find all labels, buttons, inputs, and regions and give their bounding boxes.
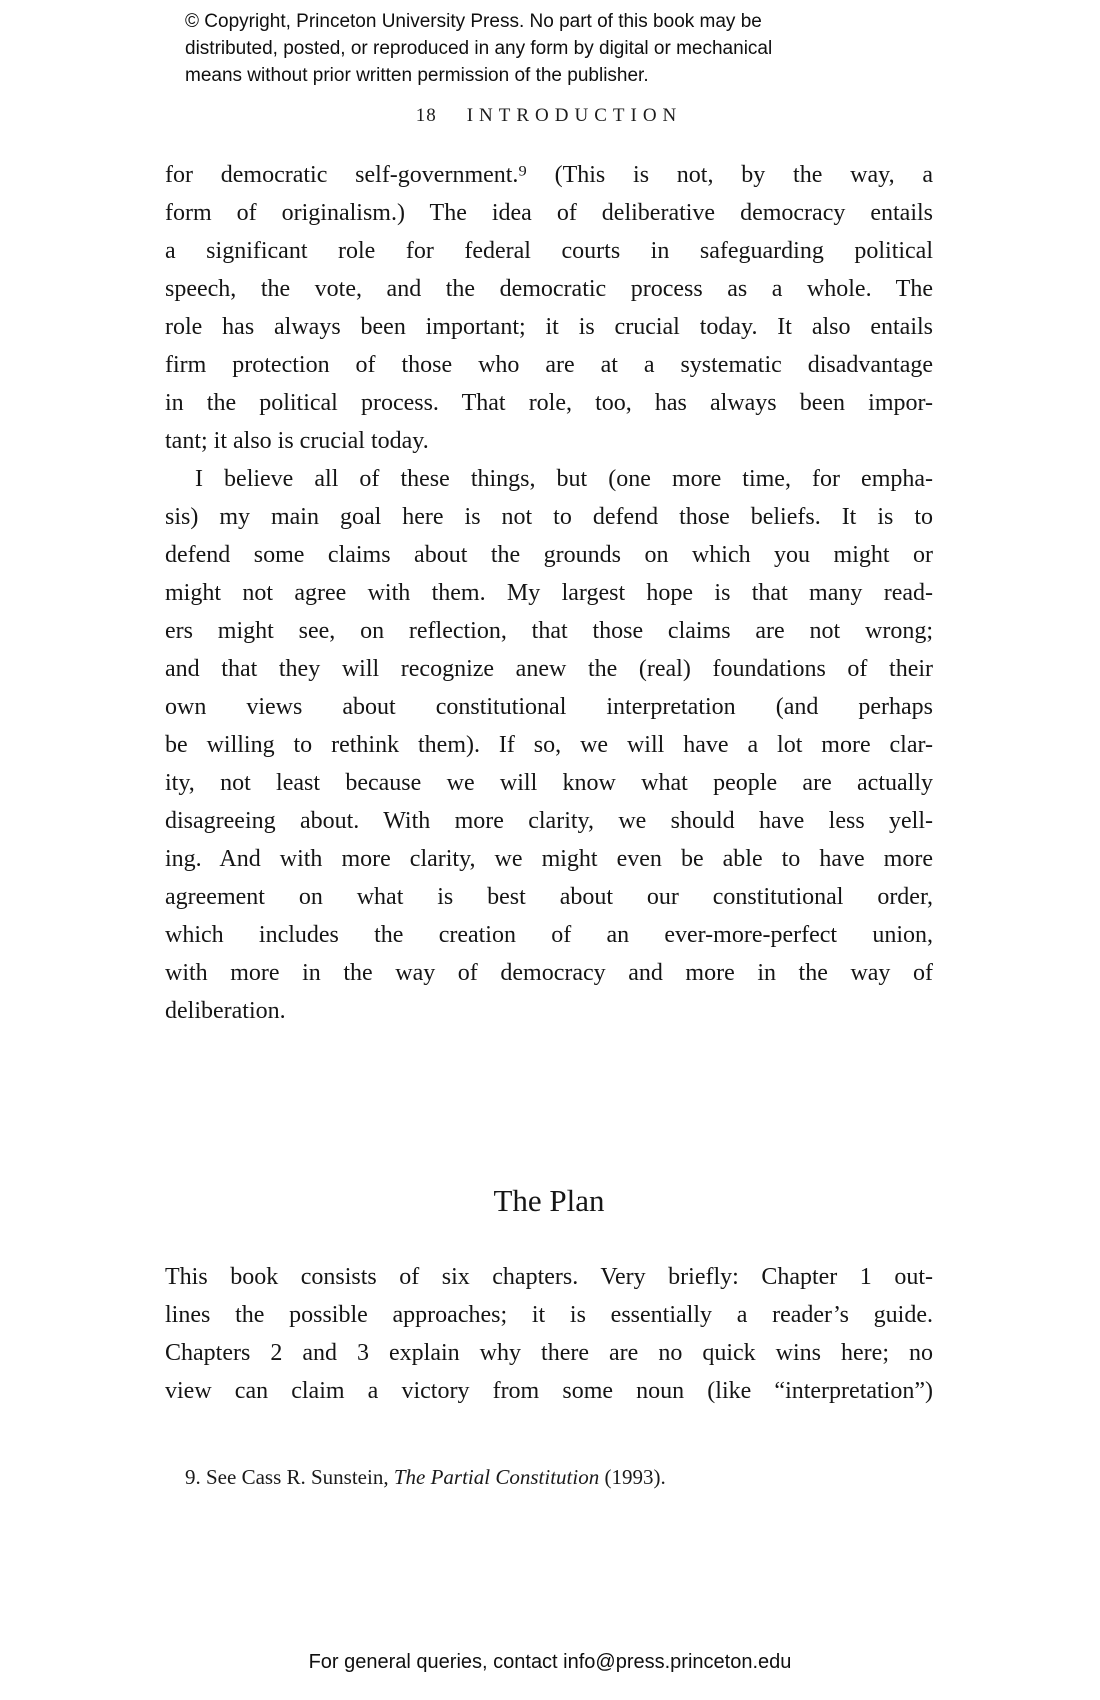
section-heading-the-plan: The Plan — [493, 1183, 605, 1218]
footer-contact: For general queries, contact info@press.princeton.edu — [308, 1651, 792, 1673]
text-line: which includes the creation of an ever-more-perfect union, — [165, 922, 933, 948]
page-number: 18 — [415, 105, 437, 126]
text-line: means without prior written permission of the publisher. — [185, 65, 649, 86]
text-line: a significant role for federal courts in safeguarding political — [165, 238, 933, 264]
paragraph-democratic-self-government — [165, 156, 933, 460]
text-line: role has always been important; it is crucial today. It also entails — [165, 314, 933, 340]
text-line: view can claim a victory from some noun (like “interpretation”) — [165, 1378, 933, 1404]
text-line: I believe all of these things, but (one more time, for empha- — [195, 466, 933, 492]
text-line: be willing to rethink them). If so, we will have a lot more clar- — [165, 732, 933, 758]
text-line: in the political process. That role, too, has always been impor- — [165, 390, 933, 416]
text-line: lines the possible approaches; it is essentially a reader’s guide. — [165, 1302, 933, 1328]
paragraph-the-plan-body — [165, 1258, 933, 1410]
text-line: distributed, posted, or reproduced in any form by digital or mechanical — [185, 38, 773, 59]
footnote-text-pre: 9. See Cass R. Sunstein, — [185, 1465, 394, 1489]
copyright-notice — [185, 8, 885, 89]
text-line: form of originalism.) The idea of deliberative democracy entails — [165, 200, 933, 226]
text-line: tant; it also is crucial today. — [165, 428, 429, 454]
text-line: deliberation. — [165, 998, 286, 1024]
text-line: and that they will recognize anew the (real) foundations of their — [165, 656, 933, 682]
text-line: ers might see, on reflection, that those claims are not wrong; — [165, 618, 933, 644]
footnote-text-post: (1993). — [599, 1465, 666, 1489]
text-line: with more in the way of democracy and more in the way of — [165, 960, 933, 986]
footnote-9 — [165, 1462, 933, 1492]
text-line: © Copyright, Princeton University Press. No part of this book may be — [185, 11, 762, 32]
page-header — [165, 103, 933, 129]
text-line: This book consists of six chapters. Very briefly: Chapter 1 out- — [165, 1264, 933, 1290]
footnote-book-title: The Partial Constitution — [393, 1465, 600, 1489]
text-line: for democratic self-government.⁹ (This is not, by the way, a — [165, 162, 933, 188]
body-text — [165, 156, 933, 1492]
text-line: disagreeing about. With more clarity, we should have less yell- — [165, 808, 933, 834]
text-line: firm protection of those who are at a systematic disadvantage — [165, 352, 933, 378]
running-title: INTRODUCTION — [466, 105, 683, 126]
paragraph-i-believe — [165, 460, 933, 1030]
text-line: speech, the vote, and the democratic process as a whole. The — [165, 276, 933, 302]
text-line: ity, not least because we will know what people are actually — [165, 770, 933, 796]
text-line: ing. And with more clarity, we might even be able to have more — [165, 846, 933, 872]
text-line: own views about constitutional interpretation (and perhaps — [165, 694, 933, 720]
text-line: agreement on what is best about our constitutional order, — [165, 884, 933, 910]
text-line: defend some claims about the grounds on which you might or — [165, 542, 933, 568]
text-line: Chapters 2 and 3 explain why there are no quick wins here; no — [165, 1340, 933, 1366]
text-line: might not agree with them. My largest hope is that many read- — [165, 580, 933, 606]
text-line: sis) my main goal here is not to defend those beliefs. It is to — [165, 504, 933, 530]
